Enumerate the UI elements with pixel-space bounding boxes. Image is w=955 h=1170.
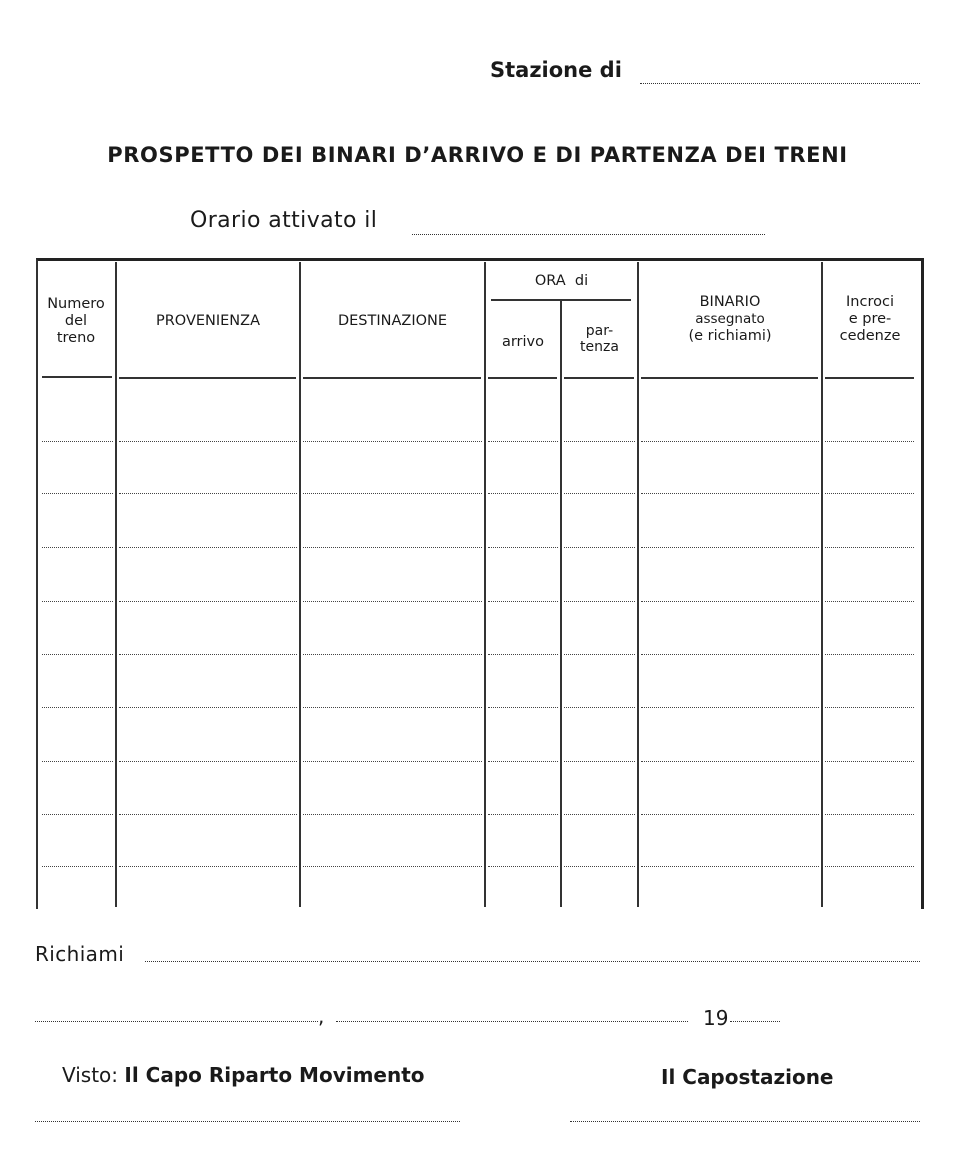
table-entry-line[interactable] bbox=[641, 761, 819, 762]
header-rule bbox=[303, 377, 481, 379]
table-entry-line[interactable] bbox=[641, 441, 819, 442]
comma-separator: , bbox=[318, 1004, 325, 1028]
table-entry-line[interactable] bbox=[564, 441, 635, 442]
header-destinazione: DESTINAZIONE bbox=[337, 313, 448, 329]
table-entry-line[interactable] bbox=[42, 601, 113, 602]
table-entry-line[interactable] bbox=[119, 441, 297, 442]
table-entry-line[interactable] bbox=[488, 441, 558, 442]
table-entry-line[interactable] bbox=[119, 654, 297, 655]
table-entry-line[interactable] bbox=[42, 814, 113, 815]
table-entry-line[interactable] bbox=[825, 441, 914, 442]
table-entry-line[interactable] bbox=[825, 866, 914, 867]
header-rule bbox=[641, 377, 818, 379]
header-incroci bbox=[823, 294, 917, 345]
header-text: par- bbox=[585, 323, 614, 339]
table-entry-line[interactable] bbox=[303, 761, 482, 762]
table-entry-line[interactable] bbox=[42, 547, 113, 548]
document-title: PROSPETTO DEI BINARI D’ARRIVO E DI PARTENZA DEI TRENI bbox=[107, 143, 848, 167]
header-text: e pre- bbox=[848, 311, 892, 327]
table-entry-line[interactable] bbox=[641, 601, 819, 602]
table-entry-line[interactable] bbox=[42, 654, 113, 655]
header-numero-del-treno bbox=[38, 296, 114, 347]
place-field[interactable] bbox=[35, 1021, 318, 1022]
table-entry-line[interactable] bbox=[564, 761, 635, 762]
table-entry-line[interactable] bbox=[119, 493, 297, 494]
header-rule bbox=[42, 376, 112, 378]
column-divider bbox=[560, 300, 562, 907]
richiami-field[interactable] bbox=[145, 961, 920, 962]
visto-label: Visto: bbox=[62, 1063, 119, 1087]
stazione-field[interactable] bbox=[640, 83, 920, 84]
year-prefix: 19 bbox=[703, 1006, 729, 1030]
table-entry-line[interactable] bbox=[825, 761, 914, 762]
train-schedule-table bbox=[36, 258, 924, 909]
table-entry-line[interactable] bbox=[825, 493, 914, 494]
header-text: del bbox=[64, 313, 88, 329]
header-arrivo: arrivo bbox=[501, 334, 545, 350]
year-field[interactable] bbox=[730, 1021, 780, 1022]
capostazione-label: Il Capostazione bbox=[661, 1065, 834, 1089]
table-entry-line[interactable] bbox=[825, 707, 914, 708]
table-entry-line[interactable] bbox=[641, 654, 819, 655]
header-rule bbox=[825, 377, 914, 379]
orario-date-field[interactable] bbox=[412, 234, 765, 235]
table-entry-line[interactable] bbox=[488, 866, 558, 867]
table-entry-line[interactable] bbox=[42, 493, 113, 494]
table-entry-line[interactable] bbox=[42, 441, 113, 442]
table-entry-line[interactable] bbox=[488, 547, 558, 548]
table-entry-line[interactable] bbox=[825, 547, 914, 548]
table-entry-line[interactable] bbox=[303, 441, 482, 442]
header-text: tenza bbox=[580, 339, 619, 355]
table-entry-line[interactable] bbox=[119, 707, 297, 708]
header-rule bbox=[488, 377, 557, 379]
orario-label: Orario attivato il bbox=[190, 208, 378, 233]
table-entry-line[interactable] bbox=[488, 814, 558, 815]
table-entry-line[interactable] bbox=[119, 814, 297, 815]
header-text: assegnato bbox=[695, 311, 765, 327]
capostazione-signature-field[interactable] bbox=[570, 1121, 920, 1122]
date-field[interactable] bbox=[336, 1021, 688, 1022]
table-entry-line[interactable] bbox=[564, 866, 635, 867]
visto-line bbox=[62, 1063, 425, 1087]
table-entry-line[interactable] bbox=[488, 493, 558, 494]
header-rule bbox=[119, 377, 296, 379]
table-entry-line[interactable] bbox=[564, 814, 635, 815]
table-entry-line[interactable] bbox=[641, 866, 819, 867]
table-entry-line[interactable] bbox=[825, 814, 914, 815]
table-entry-line[interactable] bbox=[825, 601, 914, 602]
table-entry-line[interactable] bbox=[119, 547, 297, 548]
header-binario bbox=[639, 294, 821, 345]
table-entry-line[interactable] bbox=[42, 761, 113, 762]
table-entry-line[interactable] bbox=[564, 493, 635, 494]
table-entry-line[interactable] bbox=[564, 707, 635, 708]
capo-riparto-label: Il Capo Riparto Movimento bbox=[124, 1063, 425, 1087]
table-entry-line[interactable] bbox=[488, 601, 558, 602]
header-text: treno bbox=[56, 330, 96, 346]
table-entry-line[interactable] bbox=[303, 814, 482, 815]
table-entry-line[interactable] bbox=[564, 601, 635, 602]
table-entry-line[interactable] bbox=[119, 866, 297, 867]
table-entry-line[interactable] bbox=[303, 707, 482, 708]
table-entry-line[interactable] bbox=[488, 761, 558, 762]
stazione-label: Stazione di bbox=[490, 58, 622, 82]
table-entry-line[interactable] bbox=[303, 493, 482, 494]
table-entry-line[interactable] bbox=[564, 654, 635, 655]
header-text: (e richiami) bbox=[688, 328, 772, 344]
table-entry-line[interactable] bbox=[564, 547, 635, 548]
table-entry-line[interactable] bbox=[641, 493, 819, 494]
header-ora-di: ORA di bbox=[534, 273, 589, 289]
table-entry-line[interactable] bbox=[303, 601, 482, 602]
table-entry-line[interactable] bbox=[488, 654, 558, 655]
richiami-label: Richiami bbox=[35, 942, 125, 966]
column-divider bbox=[637, 262, 639, 907]
ora-group-divider bbox=[491, 299, 631, 301]
header-text: Numero bbox=[47, 296, 105, 312]
column-divider bbox=[115, 262, 117, 907]
table-entry-line[interactable] bbox=[119, 601, 297, 602]
capo-riparto-signature-field[interactable] bbox=[35, 1121, 460, 1122]
header-rule bbox=[564, 377, 634, 379]
table-entry-line[interactable] bbox=[303, 654, 482, 655]
table-entry-line[interactable] bbox=[42, 866, 113, 867]
table-entry-line[interactable] bbox=[641, 707, 819, 708]
table-entry-line[interactable] bbox=[42, 707, 113, 708]
header-text: BINARIO bbox=[699, 294, 761, 310]
header-partenza bbox=[562, 323, 637, 355]
column-divider bbox=[299, 262, 301, 907]
table-entry-line[interactable] bbox=[119, 761, 297, 762]
table-entry-line[interactable] bbox=[825, 654, 914, 655]
table-entry-line[interactable] bbox=[641, 814, 819, 815]
column-divider bbox=[821, 262, 823, 907]
header-provenienza: PROVENIENZA bbox=[155, 313, 261, 329]
table-entry-line[interactable] bbox=[641, 547, 819, 548]
header-text: cedenze bbox=[839, 328, 901, 344]
table-entry-line[interactable] bbox=[303, 866, 482, 867]
table-entry-line[interactable] bbox=[488, 707, 558, 708]
header-text: Incroci bbox=[846, 294, 894, 310]
table-entry-line[interactable] bbox=[303, 547, 482, 548]
column-divider bbox=[484, 262, 486, 907]
